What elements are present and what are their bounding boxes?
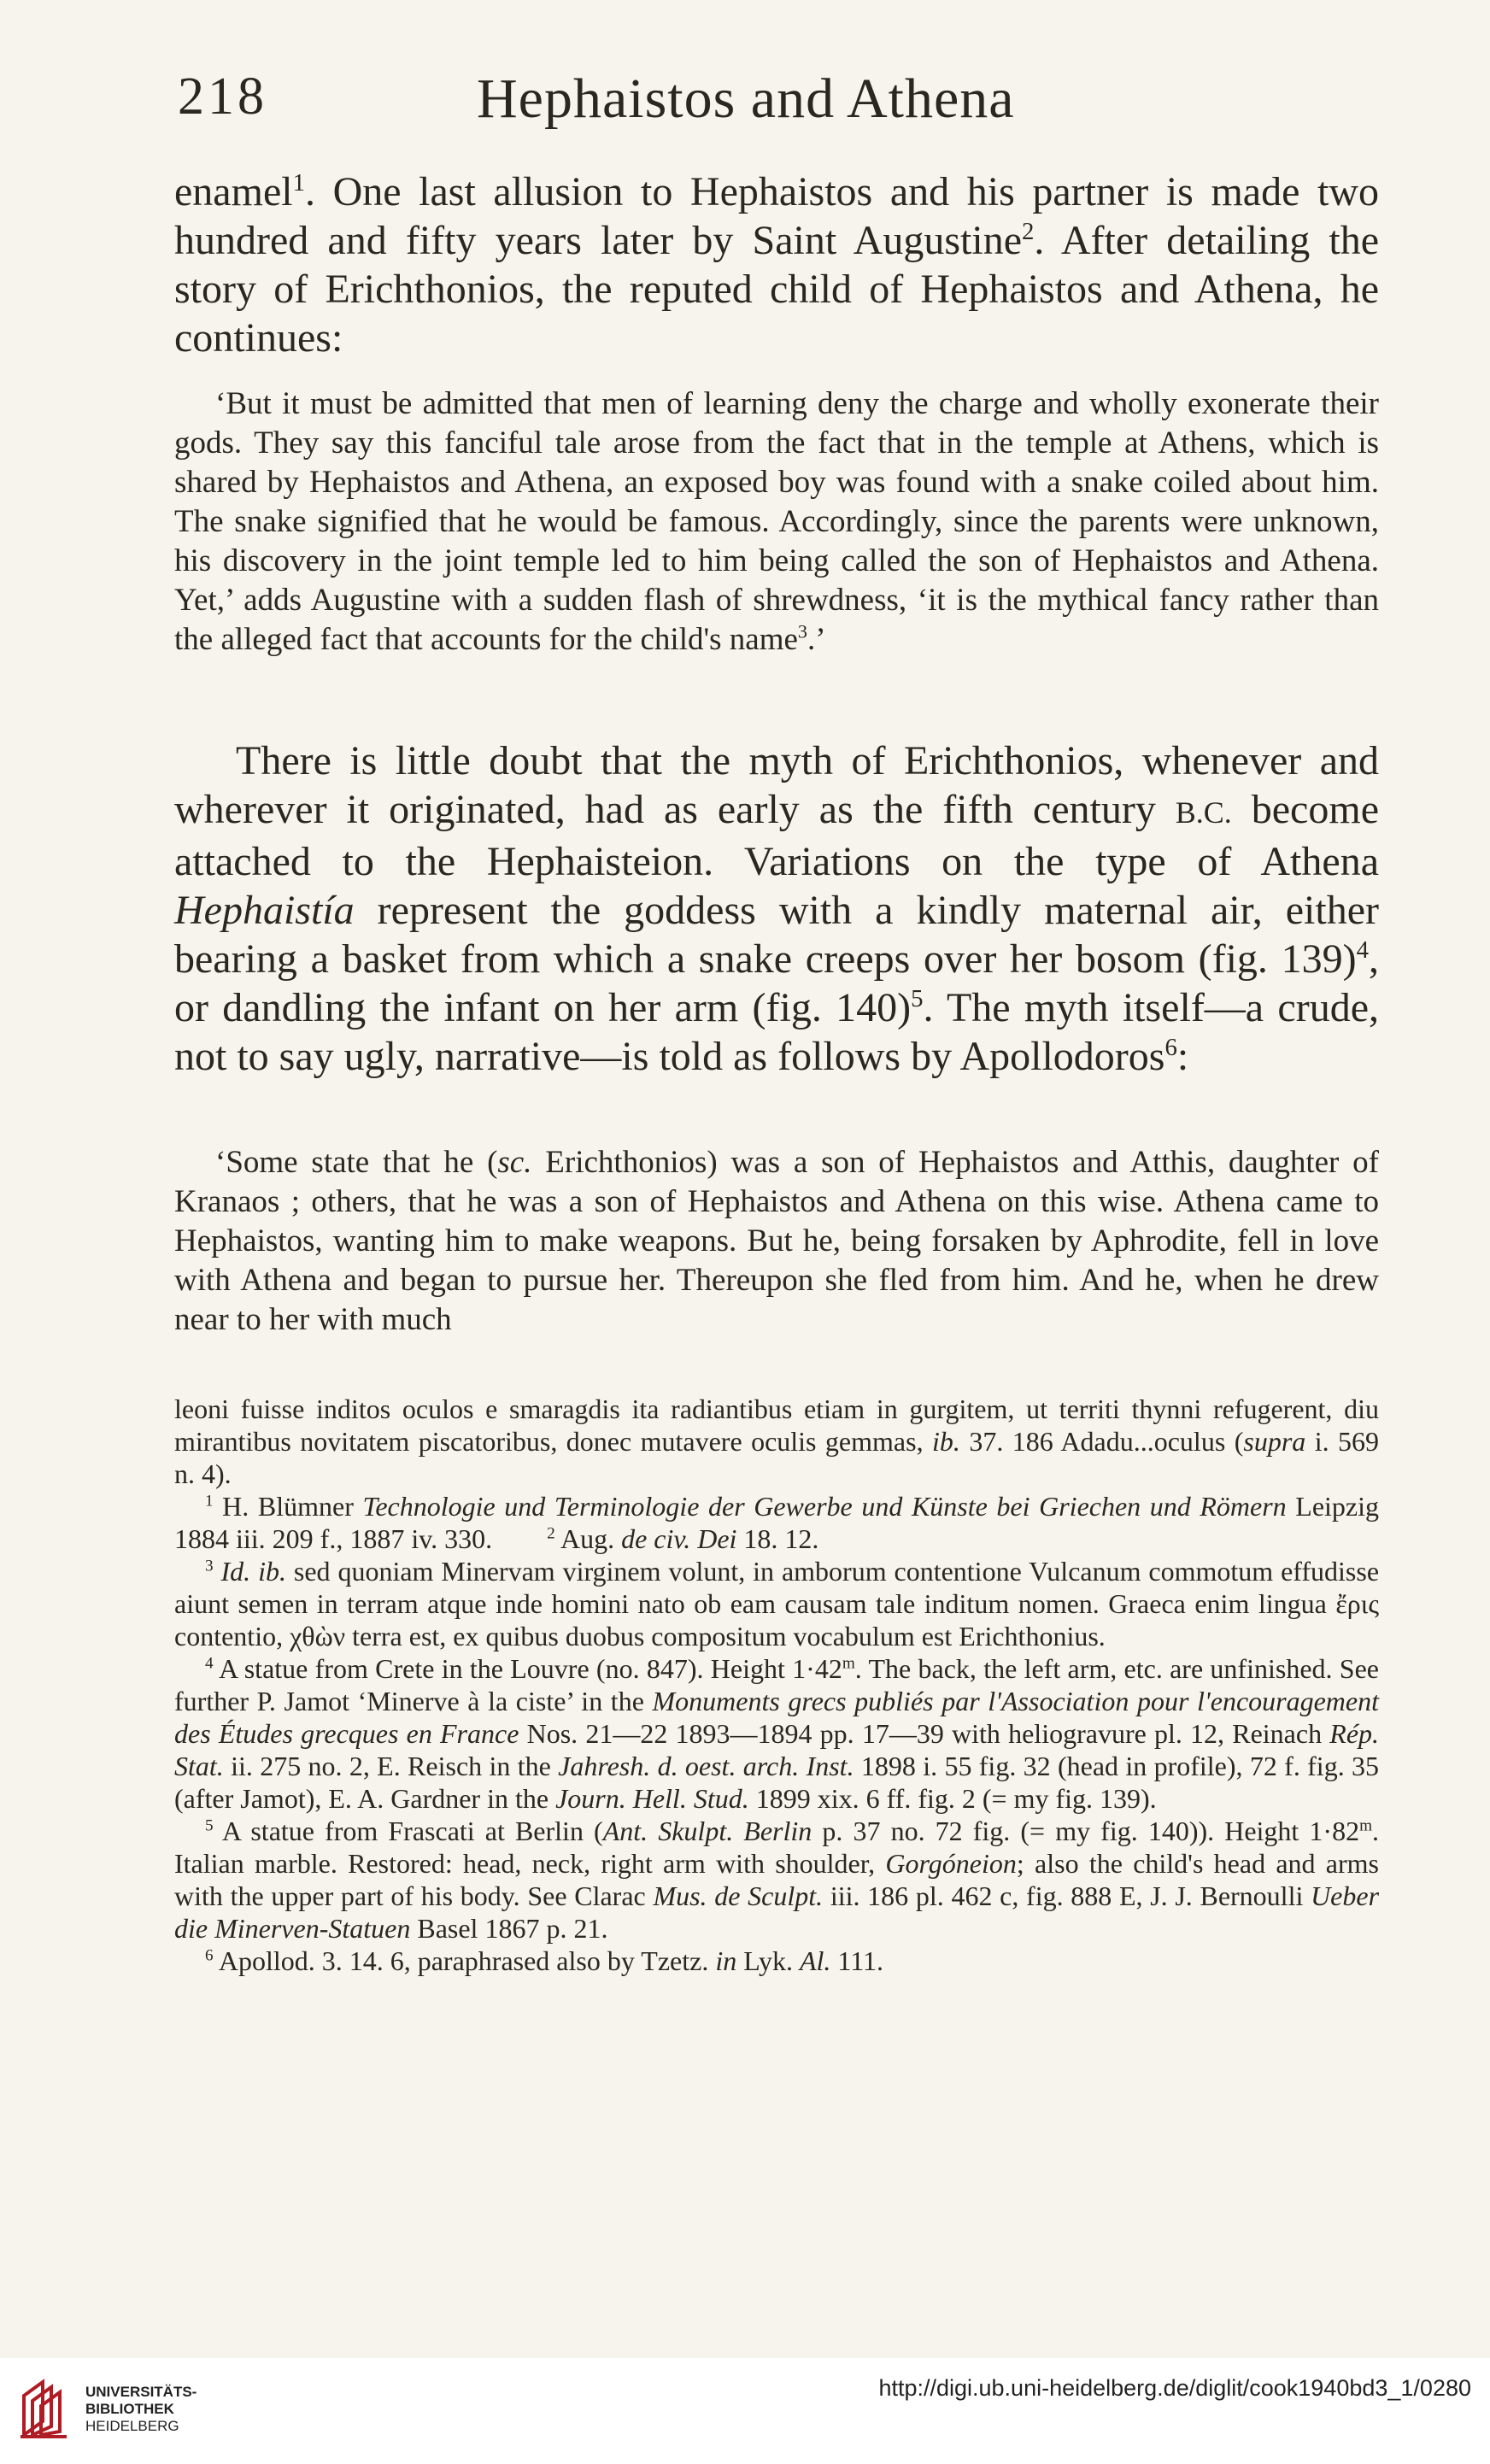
italic-title: Jahresh. d. oest. arch. Inst. xyxy=(558,1751,854,1781)
italic-epithet: Hephaistía xyxy=(174,888,355,933)
text-span: Basel 1867 p. 21. xyxy=(410,1913,608,1944)
italic-abbrev: Id. ib. xyxy=(220,1556,286,1587)
text-span: leoni fuisse inditos oculos e smaragdis ita radiantibus etiam in gurgitem, ut territi thynni refugerent, diu mirantibus novitatem piscatoribus, donec mutavere oculis gemmas, xyxy=(174,1393,1379,1457)
footnote-ref-1: 1 xyxy=(292,169,305,197)
footnote-ref-6: 6 xyxy=(1164,1034,1177,1061)
paragraph-2 xyxy=(174,736,1379,1081)
text-span: ; also the child's head and arms with the upper part of his body. See Clarac xyxy=(174,1848,1380,1911)
italic-title: Al. xyxy=(799,1945,831,1976)
page-number: 218 xyxy=(178,67,267,126)
text-span: sed quoniam Minervam virginem volunt, in amborum contentione Vulcanum commotum effudisse aiunt semen in terram atque inde homini nato ob eam causam tale inditum nomen. Graeca enim lingua ἔρις contentio, χθὼν terra est, ex quibus duobus compositum vocabulum est Erichthonius. xyxy=(174,1556,1380,1651)
italic-title: de civ. Dei xyxy=(621,1523,737,1554)
text-span: enamel xyxy=(174,169,293,214)
source-url-link[interactable]: http://digi.ub.uni-heidelberg.de/diglit/cook1940bd3_1/0280 xyxy=(878,2375,1471,2401)
italic-term: Gorgóneion xyxy=(885,1848,1017,1879)
text-span: A statue from Frascati at Berlin ( xyxy=(213,1816,603,1846)
library-logo-icon xyxy=(17,2375,72,2440)
footnotes xyxy=(174,1393,1379,1977)
footnote-5 xyxy=(174,1815,1379,1945)
paragraph-1 xyxy=(174,167,1379,362)
library-line: HEIDELBERG xyxy=(85,2418,179,2434)
footnote-mark: 4 xyxy=(205,1654,214,1673)
text-span: There is little doubt that the myth of Erichthonios, whenever and wherever it originated, had as early as the fifth century xyxy=(174,738,1379,832)
footnote-mark: 1 xyxy=(205,1492,214,1511)
text-span: 18. 12. xyxy=(736,1523,819,1554)
footnote-3 xyxy=(174,1555,1379,1652)
text-span: H. Blümner xyxy=(213,1491,363,1522)
footnote-6 xyxy=(174,1945,1379,1977)
library-name xyxy=(85,2384,197,2435)
text-span: Leipzig 1884 iii. 209 f., 1887 iv. 330. xyxy=(174,1491,1380,1554)
italic-title: Monuments grecs publiés par l'Association pour l'encouragement des Études grecques en France xyxy=(174,1686,1379,1749)
text-span: : xyxy=(1176,1034,1189,1079)
italic-title: Ant. Skulpt. Berlin xyxy=(602,1816,812,1846)
text-span: i. 569 n. 4). xyxy=(174,1426,1380,1489)
unit-mark: m xyxy=(1359,1816,1373,1835)
footnote-mark: 6 xyxy=(205,1946,214,1965)
text-span: represent the goddess with a kindly maternal air, either bearing a basket from which a snake creeps over her bosom (fig. 139) xyxy=(174,888,1379,982)
text-span: .’ xyxy=(807,622,826,657)
quote-apollodoros xyxy=(174,1143,1379,1340)
quote-augustine xyxy=(174,384,1379,660)
text-span: . After detailing the story of Erichthonios, the reputed child of Hephaistos and Athena, he continues: xyxy=(174,218,1379,361)
running-header xyxy=(178,60,1377,137)
text-span: 37. 186 Adadu...oculus ( xyxy=(959,1426,1244,1457)
text-span: Lyk. xyxy=(736,1945,800,1976)
text-span: Apollod. 3. 14. 6, paraphrased also by Tzetz. xyxy=(213,1945,716,1976)
footnote-mark: 5 xyxy=(205,1816,214,1835)
text-span: ii. 275 no. 2, E. Reisch in the xyxy=(223,1751,559,1781)
running-title: Hephaistos and Athena xyxy=(477,67,1015,130)
footnote-1 xyxy=(174,1490,1379,1555)
italic-abbrev: sc. xyxy=(497,1145,532,1180)
viewer-footer xyxy=(0,2358,1490,2464)
italic-word: in xyxy=(715,1945,737,1976)
text-span: 1898 i. 55 fig. 32 (head in profile), 72 f. fig. 35 (after Jamot), E. A. Gardner in the xyxy=(174,1751,1380,1814)
unit-mark: m xyxy=(842,1654,855,1673)
italic-abbrev: ib. xyxy=(932,1426,960,1457)
footnote-continuation xyxy=(174,1393,1379,1490)
footnote-ref-5: 5 xyxy=(911,985,924,1012)
text-span: . The myth itself—a crude, not to say ugly, narrative—is told as follows by Apollodoros xyxy=(174,985,1379,1079)
footnote-mark: 3 xyxy=(205,1557,214,1575)
italic-title: Journ. Hell. Stud. xyxy=(555,1783,749,1814)
text-span: 1899 xix. 6 ff. fig. 2 (= my fig. 139). xyxy=(748,1783,1157,1814)
text-span: 111. xyxy=(830,1945,884,1976)
text-span: . Italian marble. Restored: head, neck, right arm with shoulder, xyxy=(174,1816,1380,1879)
footnote-mark: 2 xyxy=(547,1524,555,1543)
text-span: ‘Some state that he ( xyxy=(215,1145,498,1180)
text-span: Erichthonios) was a son of Hephaistos and Atthis, daughter of Kranaos ; others, that he was a son of Hephaistos and Athena on this wise. Athena came to Hephaistos, wanting him to make weapons. But he, being forsaken by Aphrodite, fell in love with Athena and began to pursue her. Thereupon she fled from him. And he, when he drew near to her with much xyxy=(174,1145,1379,1337)
text-span: . The back, the left arm, etc. are unfinished. See further P. Jamot ‘Minerve à la ciste’ in the xyxy=(174,1653,1380,1716)
text-span: become attached to the Hephaisteion. Variations on the type of Athena xyxy=(174,787,1379,884)
text-span: , or dandling the infant on her arm (fig. 140) xyxy=(174,936,1379,1030)
footnote-ref-2: 2 xyxy=(1022,218,1035,245)
text-span: . One last allusion to Hephaistos and his partner is made two hundred and fifty years later by Saint Augustine xyxy=(174,169,1379,263)
text-span: iii. 186 pl. 462 c, fig. 888 E, J. J. Bernoulli xyxy=(823,1880,1311,1911)
text-span: A statue from Crete in the Louvre (no. 847). Height 1·42 xyxy=(213,1653,842,1684)
text-span: Aug. xyxy=(554,1523,622,1554)
italic-title: Technologie und Terminologie der Gewerbe und Künste bei Griechen und Römern xyxy=(362,1491,1287,1522)
text-span: p. 37 no. 72 fig. (= my fig. 140)). Height 1·82 xyxy=(812,1816,1360,1846)
footnote-ref-3: 3 xyxy=(797,620,808,642)
era-abbrev: B.C. xyxy=(1175,795,1232,830)
italic-abbrev: supra xyxy=(1243,1426,1306,1457)
text-span: ‘But it must be admitted that men of learning deny the charge and wholly exonerate their gods. They say this fanciful tale arose from the fact that in the temple at Athens, which is shared by Hephaistos and Athena, an exposed boy was found with a snake coiled about him. The snake signified that he would be famous. Accordingly, since the parents were unknown, his discovery in the joint temple led to him being called the son of Hephaistos and Athena. Yet,’ adds Augustine with a sudden flash of shrewdness, ‘it is the mythical fancy rather than the alleged fact that accounts for the child's name xyxy=(174,386,1379,657)
italic-title: Mus. de Sculpt. xyxy=(653,1880,824,1911)
italic-title: Ueber die Minerven-Statuen xyxy=(174,1880,1380,1944)
library-line: BIBLIOTHEK xyxy=(85,2401,174,2417)
text-span: Nos. 21—22 1893—1894 pp. 17—39 with heliogravure pl. 12, Reinach xyxy=(519,1718,1330,1749)
italic-title: Rép. Stat. xyxy=(174,1718,1380,1781)
library-line: UNIVERSITÄTS- xyxy=(85,2384,197,2400)
footnote-4 xyxy=(174,1652,1379,1815)
footnote-ref-4: 4 xyxy=(1356,936,1369,964)
